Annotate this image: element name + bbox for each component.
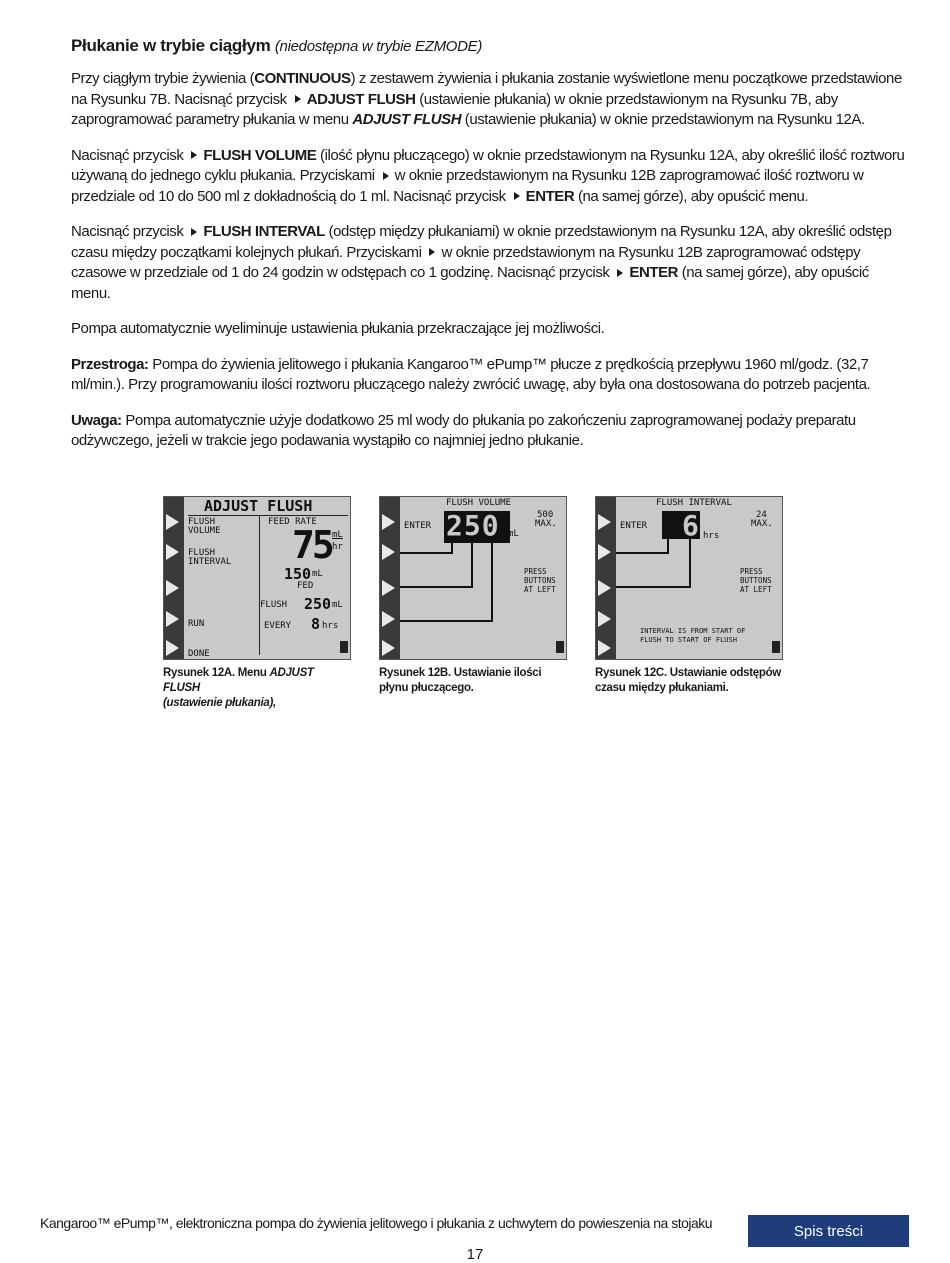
pump-screen-adjust-flush	[163, 496, 351, 660]
figure-12c-caption	[595, 666, 783, 696]
press-buttons-hint: PRESS BUTTONS AT LEFT	[524, 567, 556, 594]
text: (na samej górze), aby opuścić menu.	[71, 264, 869, 302]
flush-unit: mL	[332, 600, 343, 610]
text: Nacisnąć przycisk	[71, 146, 184, 164]
enter-label: ENTER	[620, 521, 648, 531]
rate-unit-bottom: hr	[332, 542, 343, 552]
footer-product-name: Kangaroo™ ePump™, elektroniczna pompa do żywienia jelitowego i płukania z uchwytem do powieszenia na stojaku	[40, 1215, 713, 1231]
text: (na samej górze), aby opuścić menu.	[574, 187, 809, 205]
side-button-icon	[166, 580, 179, 596]
caption-italic: (ustawienie płukania),	[163, 697, 276, 709]
bold-term: FLUSH INTERVAL	[203, 223, 325, 240]
section-heading	[71, 36, 906, 56]
table-of-contents-button[interactable]: Spis treści	[748, 1215, 909, 1247]
flush-interval-label: FLUSH INTERVAL	[188, 548, 232, 567]
text: (ustawienie płukania) w oknie przedstawionym na Rysunku 7B, aby zaprogramować parametry płukania w menu	[71, 90, 838, 128]
caption-text: Rysunek 12C. Ustawianie odstępów	[595, 667, 781, 679]
caution-paragraph	[71, 355, 906, 396]
figure-12a	[163, 496, 351, 711]
paragraph-3	[71, 222, 906, 304]
max-value: 24	[756, 510, 767, 520]
text: Pompa automatycznie wyeliminuje ustawienia płukania przekraczające jej możliwości.	[71, 320, 605, 337]
text: (ilość płynu płuczącego) w oknie przedstawionym na Rysunku 12A, aby określić ilość roztworu używaną do jednego cyklu płukania. Przyciskami	[71, 146, 905, 184]
text: Pompa automatycznie użyje dodatkowo 25 ml wody do płukania po zakończeniu zaprogramowanej podaży preparatu odżywczego, jeżeli w trakcie jego podawania wystąpiło co najmniej jedno płukanie.	[71, 411, 856, 449]
play-arrow-icon	[383, 172, 389, 180]
pump-screen-flush-volume	[379, 496, 567, 660]
text: w oknie przedstawionym na Rysunku 12B zaprogramować odstępy czasowe w przedziale od 1 do 24 godzin w odstępach co 1 godzinę. Nacisnąć przycisk	[71, 243, 861, 281]
caption-text: Rysunek 12A. Menu	[163, 667, 270, 679]
page-number: 17	[466, 1246, 484, 1263]
side-button-column	[164, 497, 184, 659]
text: (ustawienie płukania) w oknie przedstawionym na Rysunku 12A.	[461, 111, 865, 128]
enter-label: ENTER	[404, 521, 432, 531]
caption-text: płynu płuczącego.	[379, 682, 474, 694]
screen-title: ADJUST FLUSH	[204, 497, 313, 515]
side-button-icon	[166, 514, 179, 530]
text: w oknie przedstawionym na Rysunku 12B zaprogramować ilość roztworu w przedziale od 10 do 500 ml z dokładnością do 1 ml. Nacisnąć przycisk	[71, 167, 864, 205]
unit-label: hrs	[703, 531, 720, 541]
note-paragraph	[71, 411, 906, 452]
side-button-icon	[166, 544, 179, 560]
caption-italic: ADJUST FLUSH	[163, 667, 314, 694]
note-label: Uwaga:	[71, 411, 122, 429]
text: Przy ciągłym trybie żywienia (	[71, 70, 255, 87]
caption-text: czasu między płukaniami.	[595, 682, 729, 694]
feed-rate-value: 75	[292, 523, 332, 567]
fed-unit: mL	[312, 569, 323, 579]
screen-title: FLUSH VOLUME	[446, 498, 512, 508]
interval-note: INTERVAL IS FROM START OF FLUSH TO START OF FLUSH	[640, 627, 746, 644]
play-arrow-icon	[191, 151, 197, 159]
fed-label: FED	[297, 581, 314, 591]
play-arrow-icon	[429, 248, 435, 256]
play-arrow-icon	[617, 269, 623, 277]
figure-12a-caption	[163, 666, 351, 711]
figure-12b	[379, 496, 567, 696]
flush-label: FLUSH	[260, 600, 288, 610]
every-label: EVERY	[264, 621, 292, 631]
flush-volume-label: FLUSH VOLUME	[188, 517, 221, 536]
figures-row	[163, 496, 803, 709]
max-label: MAX.	[535, 519, 557, 529]
bold-term: CONTINUOUS	[254, 70, 351, 87]
main-content	[71, 36, 906, 467]
run-label: RUN	[188, 619, 205, 629]
heading-subtitle: (niedostępna w trybie EZMODE)	[274, 38, 483, 55]
text: (odstęp między płukaniami) w oknie przedstawionym na Rysunku 12A, aby określić odstęp czasu między początkami kolejnych płukań. Przyciskami	[71, 223, 892, 261]
caption-text: Rysunek 12B. Ustawianie ilości	[379, 667, 542, 679]
paragraph-1	[71, 69, 906, 131]
every-unit: hrs	[322, 621, 339, 631]
bold-term: ADJUST FLUSH	[306, 90, 416, 108]
caution-label: Przestroga:	[71, 355, 149, 373]
bold-italic-term: ADJUST FLUSH	[352, 111, 462, 128]
divider	[259, 515, 260, 655]
flush-volume-value: 250	[446, 509, 500, 542]
paragraph-4	[71, 319, 906, 340]
battery-icon	[772, 641, 780, 653]
side-button-icon	[166, 640, 179, 656]
feed-rate-label: FEED RATE	[268, 517, 317, 527]
pump-screen-flush-interval	[595, 496, 783, 660]
heading-title: Płukanie w trybie ciągłym	[71, 36, 271, 55]
press-buttons-hint: PRESS BUTTONS AT LEFT	[740, 567, 772, 594]
text: Nacisnąć przycisk	[71, 223, 184, 240]
unit-label: mL	[508, 529, 519, 539]
play-arrow-icon	[191, 228, 197, 236]
paragraph-2	[71, 146, 906, 208]
max-label: MAX.	[751, 519, 773, 529]
max-value: 500	[537, 510, 554, 520]
play-arrow-icon	[295, 95, 301, 103]
battery-icon	[556, 641, 564, 653]
bold-term: ENTER	[525, 187, 575, 205]
every-value: 8	[311, 615, 321, 633]
play-arrow-icon	[514, 192, 520, 200]
fed-value: 150	[284, 565, 312, 583]
bold-term: FLUSH VOLUME	[203, 146, 317, 164]
done-label: DONE	[188, 649, 210, 659]
flush-value: 250	[304, 595, 332, 613]
flush-interval-value: 6	[682, 509, 699, 542]
figure-12c	[595, 496, 783, 696]
battery-icon	[340, 641, 348, 653]
text: Pompa do żywienia jelitowego i płukania Kangaroo™ ePump™ płucze z prędkością przepływu 1960 ml/godz. (32,7 ml/min.). Przy programowaniu ilości roztworu płuczącego należy zwrócić uwagę, aby była ona dostosowana do potrzeb pacjenta.	[71, 355, 871, 393]
divider	[188, 515, 348, 516]
text: ) z zestawem żywienia i płukania zostanie wyświetlone menu początkowe przedstawione na Rysunku 7B. Nacisnąć przycisk	[71, 70, 902, 108]
bold-term: ENTER	[629, 264, 679, 281]
side-button-icon	[166, 611, 179, 627]
screen-title: FLUSH INTERVAL	[656, 498, 732, 508]
rate-unit-top: mL	[332, 530, 343, 540]
figure-12b-caption	[379, 666, 567, 696]
